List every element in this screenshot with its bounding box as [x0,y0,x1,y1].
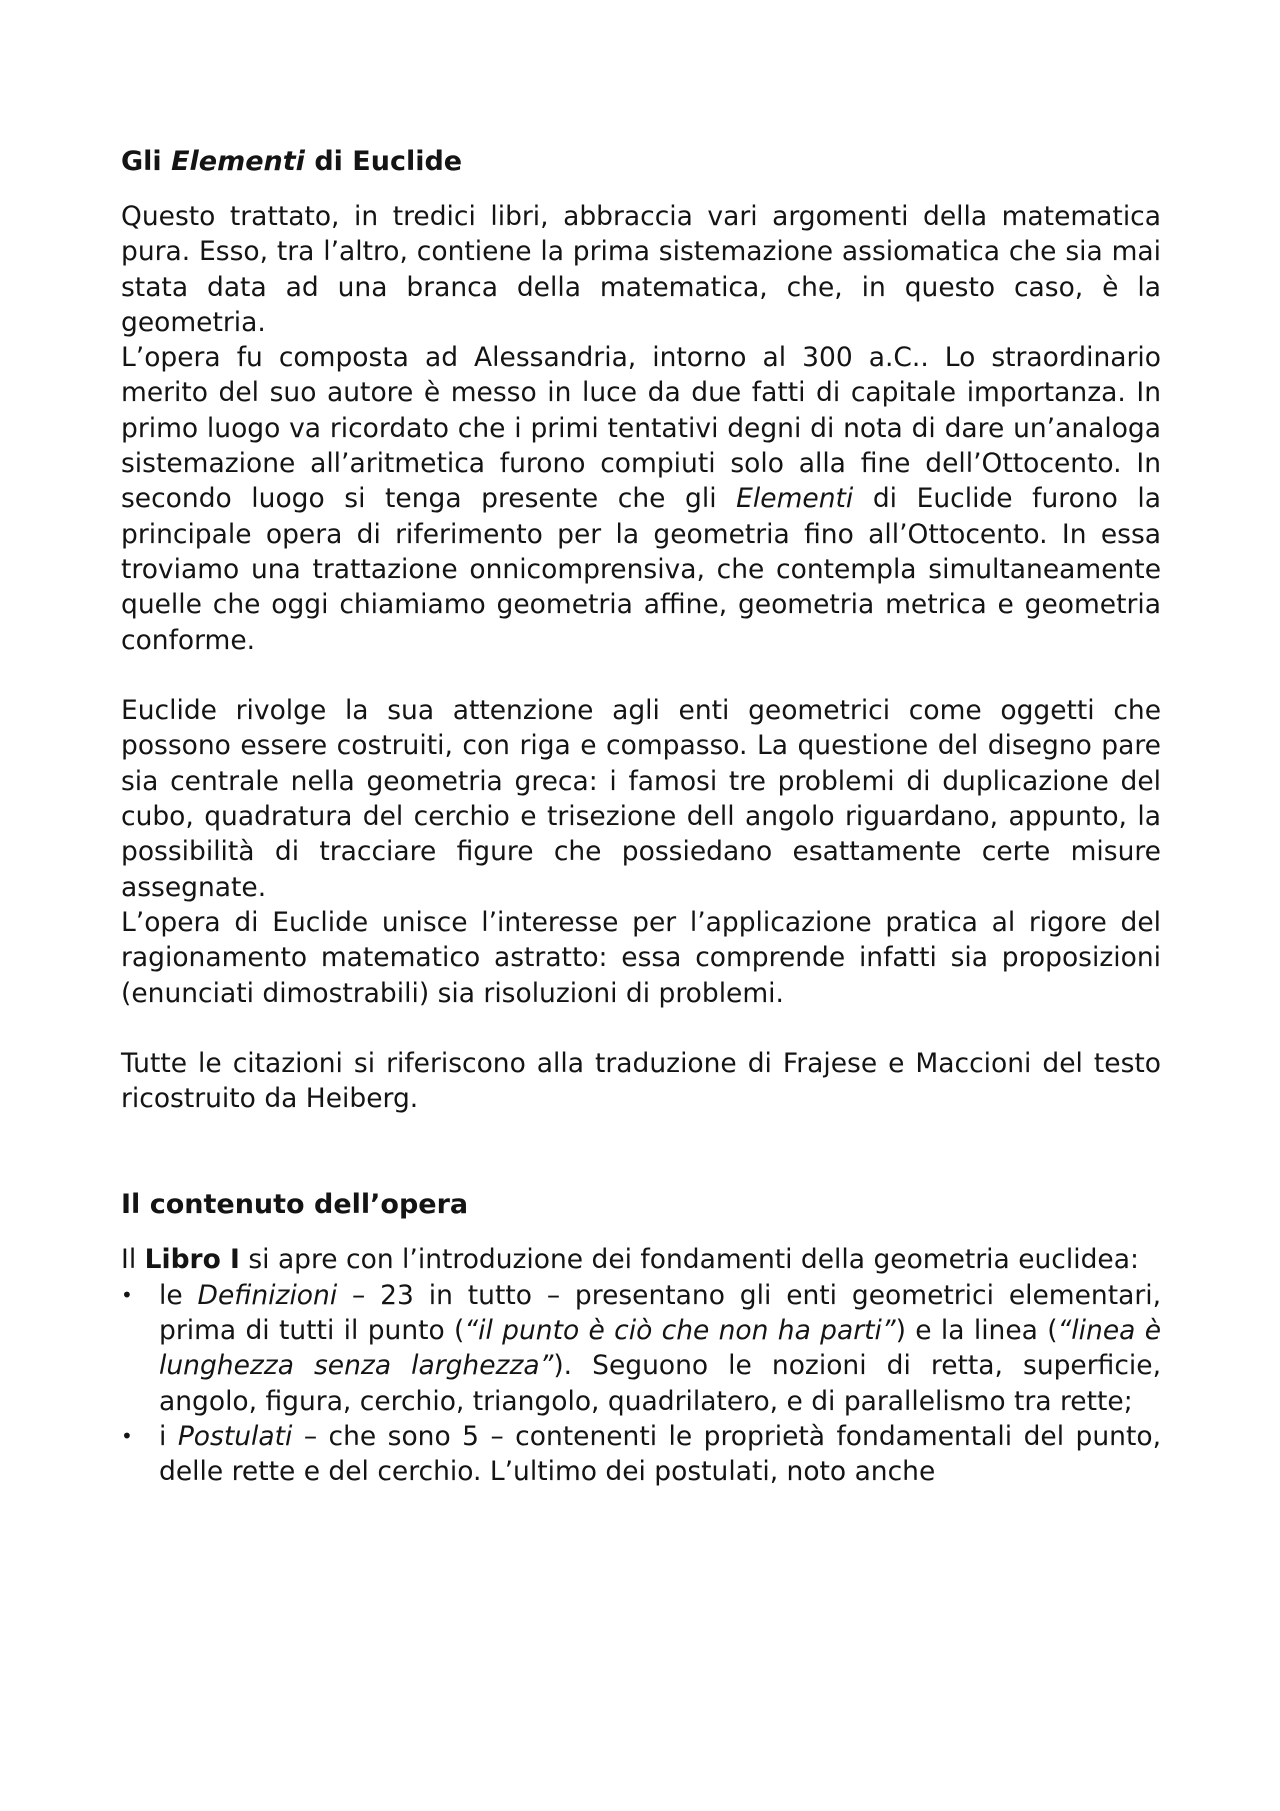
list-item-definizioni [121,1278,1161,1419]
paragraph-rigor: L’opera di Euclide unisce l’interesse per l’applicazione pratica al rigore del ragionamento matematico astratto: essa comprende infatti sia proposizioni (enunciati dimostrabili) sia risoluzioni di problemi. [121,906,1161,1009]
list-item-text: ). Seguono le nozioni di retta, superficie, angolo, figura, cerchio, triangolo, quadrilatero, e di parallelismo tra rette; [159,1350,1161,1417]
section-intro [121,1242,1161,1277]
list-item-text: i [159,1420,178,1452]
title-suffix: di Euclide [304,146,463,177]
document-title [121,144,1161,179]
bullet-icon: • [121,1423,133,1448]
section-intro-pre: Il [121,1244,145,1276]
list-item-quote: “linea è lunghezza senza larghezza” [159,1314,1162,1382]
list-item-text: ) e la linea ( [895,1314,1058,1346]
title-prefix: Gli [121,146,172,177]
section-gap [121,1117,1161,1188]
document-page [121,144,1161,1489]
list-item-quote: “il punto è ciò che non ha parti” [464,1314,896,1346]
list-item-text: – 23 in tutto – presentano gli enti geometrici elementari, prima di tutti il punto ( [159,1279,1162,1346]
paragraph-citations: Tutte le citazioni si riferiscono alla traduzione di Frajese e Maccioni del testo ricostruito da Heiberg. [121,1048,1161,1115]
section-heading: Il contenuto dell’opera [121,1189,469,1221]
definitions-list [121,1278,1161,1490]
paragraph-history-text-a: L’opera fu composta ad Alessandria, intorno al 300 a.C.. Lo straordinario merito del suo autore è messo in luce da due fatti di capitale importanza. In primo luogo va ricordato che i primi tentativi degni di nota di dare un’analoga sistemazione all’aritmetica furono compiuti solo alla fine dell’Ottocento. In secondo luogo si tenga presente che gli [121,342,1161,515]
section-intro-bold: Libro I [144,1244,240,1276]
bullet-icon: • [121,1282,133,1307]
paragraph-gap [121,658,1161,693]
paragraph-constructions: Euclide rivolge la sua attenzione agli enti geometrici come oggetti che possono essere costruiti, con riga e compasso. La questione del disegno pare sia centrale nella geometria greca: i famosi tre problemi di duplicazione del cubo, quadratura del cerchio e trisezione dell angolo riguardano, appunto, la possibilità di tracciare figure che possiedano esattamente certe misure assegnate. [121,695,1161,903]
list-item-text: – che sono 5 – contenenti le proprietà fondamentali del punto, delle rette e del cerchio. L’ultimo dei postulati, noto anche [159,1420,1161,1488]
section-intro-post: si apre con l’introduzione dei fondamenti della geometria euclidea: [239,1244,1139,1276]
list-item-postulati [121,1419,1161,1490]
title-italic: Elementi [171,146,305,177]
paragraph-history-text-b: di Euclide furono la principale opera di riferimento per la geometria fino all’Ottocento. In essa troviamo una trattazione onnicomprensiva, che contempla simultaneamente quelle che oggi chiamiamo geometria affine, geometria metrica e geometria conforme. [121,483,1161,656]
paragraph-intro: Questo trattato, in tredici libri, abbraccia vari argomenti della matematica pura. Esso, tra l’altro, contiene la prima sistemazione assiomatica che sia mai stata data ad una branca della matematica, che, in questo caso, è la geometria. [121,201,1161,338]
list-item-text: le [159,1279,198,1311]
paragraph-gap [121,1011,1161,1046]
list-item-italic: Definizioni [197,1279,338,1311]
paragraph-history [121,340,1161,658]
list-item-italic: Postulati [177,1420,293,1452]
paragraph-history-italic: Elementi [736,483,854,515]
